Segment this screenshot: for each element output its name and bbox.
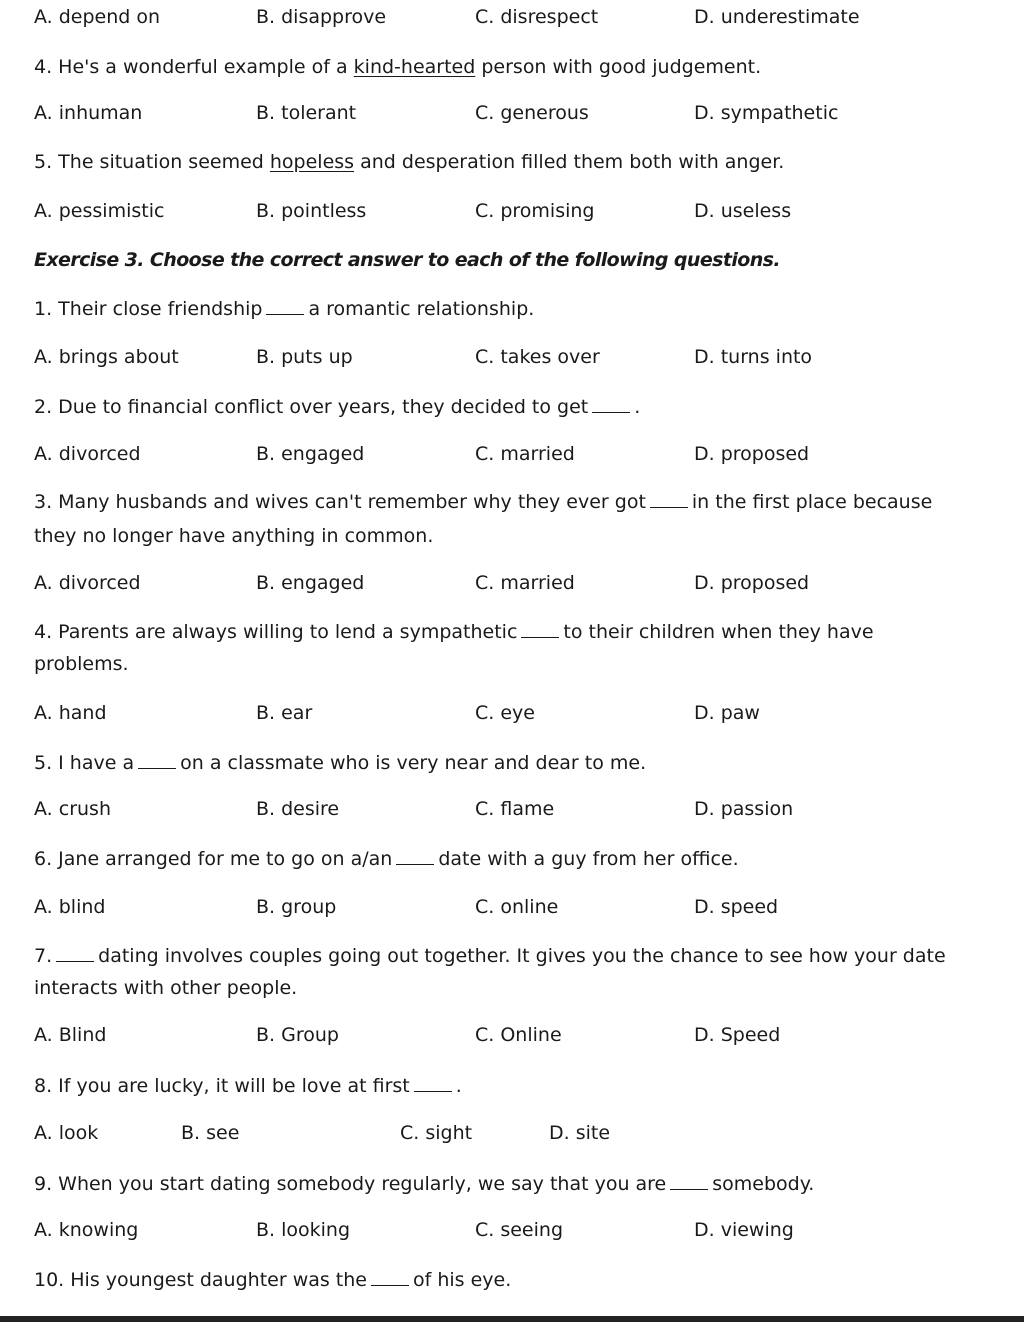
exercise-3-heading: Exercise 3. Choose the correct answer to each of the following questions. [34,249,780,271]
exercise-3-question-9: 9. When you start dating somebody regularly, we say that you are somebody. [34,1173,815,1195]
option-c[interactable]: C. flame [475,798,555,820]
answer-blank[interactable] [670,1171,708,1190]
exercise-3-question-1: 1. Their close friendship a romantic relationship. [34,298,535,320]
option-b[interactable]: B. desire [256,798,340,820]
option-a[interactable]: A. divorced [34,443,141,465]
question-4-synonym: 4. He's a wonderful example of a kind-hearted person with good judgement. [34,56,762,78]
option-a[interactable]: A. hand [34,702,107,724]
option-a[interactable]: A. Blind [34,1024,107,1046]
option-a[interactable]: A. brings about [34,346,179,368]
option-b[interactable]: B. see [181,1122,240,1144]
options-row-e9 [0,1218,1024,1242]
options-row-e7 [0,1023,1024,1047]
answer-blank[interactable] [592,394,630,413]
exercise-3-question-5: 5. I have a on a classmate who is very near and dear to me. [34,752,647,774]
answer-blank[interactable] [414,1073,452,1092]
option-c[interactable]: C. online [475,896,559,918]
exercise-3-question-7: 7. dating involves couples going out together. It gives you the chance to see how your date [34,945,946,967]
option-b[interactable]: B. engaged [256,443,365,465]
options-row-e8 [0,1121,1024,1145]
answer-blank[interactable] [56,943,94,962]
option-c[interactable]: C. promising [475,200,595,222]
options-row-e4 [0,701,1024,725]
exercise-3-question-4: 4. Parents are always willing to lend a sympathetic to their children when they have [34,621,874,643]
option-a[interactable]: A. knowing [34,1219,139,1241]
question-7-continuation: interacts with other people. [34,977,298,999]
options-row-q5 [0,199,1024,223]
option-d[interactable]: D. underestimate [694,6,860,28]
exercise-3-question-6: 6. Jane arranged for me to go on a/an date with a guy from her office. [34,848,739,870]
exercise-3-question-8: 8. If you are lucky, it will be love at first . [34,1075,462,1097]
exercise-3-question-10: 10. His youngest daughter was the of his eye. [34,1269,512,1291]
option-b[interactable]: B. looking [256,1219,351,1241]
option-d[interactable]: D. viewing [694,1219,794,1241]
option-d[interactable]: D. speed [694,896,779,918]
option-c[interactable]: C. sight [400,1122,473,1144]
option-c[interactable]: C. disrespect [475,6,599,28]
question-3-continuation: they no longer have anything in common. [34,525,434,547]
option-b[interactable]: B. engaged [256,572,365,594]
option-a[interactable]: A. inhuman [34,102,143,124]
option-d[interactable]: D. paw [694,702,760,724]
option-a[interactable]: A. depend on [34,6,161,28]
option-a[interactable]: A. blind [34,896,106,918]
option-a[interactable]: A. look [34,1122,99,1144]
option-b[interactable]: B. pointless [256,200,367,222]
exercise-3-question-2: 2. Due to financial conflict over years, they decided to get . [34,396,641,418]
options-row-prev-q3 [0,5,1024,29]
option-d[interactable]: D. turns into [694,346,813,368]
option-a[interactable]: A. divorced [34,572,141,594]
option-d[interactable]: D. proposed [694,443,810,465]
option-d[interactable]: D. Speed [694,1024,781,1046]
options-row-e2 [0,442,1024,466]
options-row-e6 [0,895,1024,919]
option-c[interactable]: C. seeing [475,1219,564,1241]
option-d[interactable]: D. site [549,1122,611,1144]
answer-blank[interactable] [138,750,176,769]
answer-blank[interactable] [650,489,688,508]
option-a[interactable]: A. pessimistic [34,200,165,222]
page-bottom-border [0,1316,1024,1322]
option-d[interactable]: D. useless [694,200,792,222]
answer-blank[interactable] [266,296,304,315]
answer-blank[interactable] [371,1267,409,1286]
answer-blank[interactable] [521,619,559,638]
option-b[interactable]: B. puts up [256,346,353,368]
question-5-synonym: 5. The situation seemed hopeless and desperation filled them both with anger. [34,151,785,173]
option-c[interactable]: C. married [475,572,575,594]
exercise-3-question-3: 3. Many husbands and wives can't remember why they ever got in the first place because [34,491,933,513]
option-d[interactable]: D. proposed [694,572,810,594]
option-b[interactable]: B. group [256,896,337,918]
underlined-word: kind-hearted [353,56,476,78]
option-d[interactable]: D. sympathetic [694,102,839,124]
options-row-e3 [0,571,1024,595]
option-b[interactable]: B. Group [256,1024,339,1046]
option-b[interactable]: B. ear [256,702,313,724]
answer-blank[interactable] [396,846,434,865]
options-row-e1 [0,345,1024,369]
option-b[interactable]: B. disapprove [256,6,387,28]
option-c[interactable]: C. takes over [475,346,600,368]
option-c[interactable]: C. generous [475,102,589,124]
option-c[interactable]: C. eye [475,702,535,724]
option-a[interactable]: A. crush [34,798,111,820]
option-d[interactable]: D. passion [694,798,794,820]
options-row-q4 [0,101,1024,125]
option-c[interactable]: C. Online [475,1024,562,1046]
underlined-word: hopeless [269,151,355,173]
option-c[interactable]: C. married [475,443,575,465]
question-4-continuation: problems. [34,653,129,675]
option-b[interactable]: B. tolerant [256,102,357,124]
options-row-e5 [0,797,1024,821]
